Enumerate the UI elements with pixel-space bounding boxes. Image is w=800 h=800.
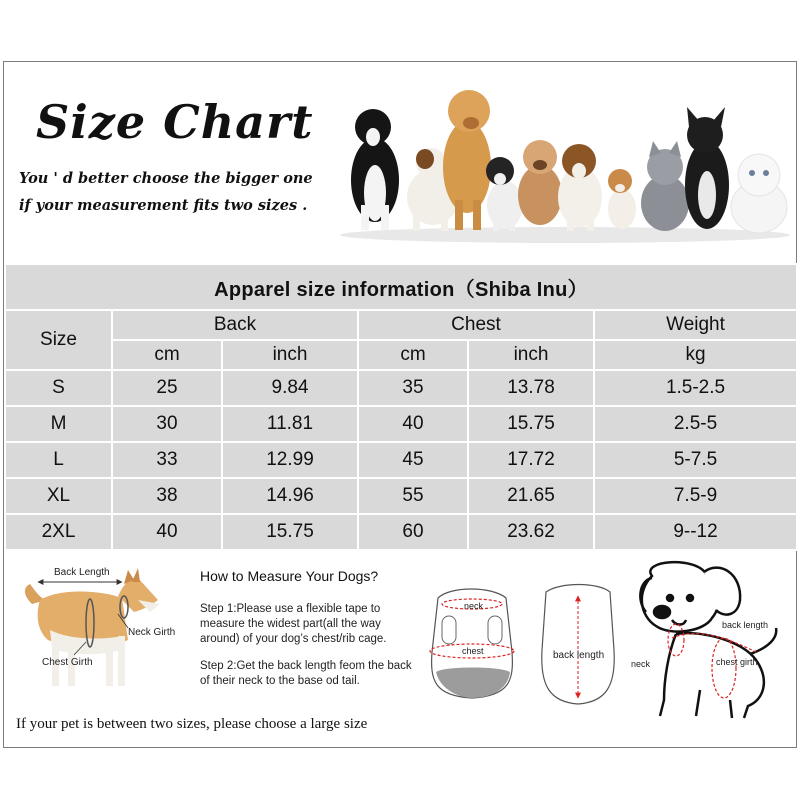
- subtitle-line-2: if your measurement fits two sizes .: [19, 197, 308, 214]
- table-cell: 35: [358, 370, 468, 406]
- table-cell: 38: [112, 478, 222, 514]
- table-cell: 14.96: [222, 478, 358, 514]
- footer-note: If your pet is between two sizes, please choose a large size: [16, 716, 368, 732]
- table-cell: XL: [5, 478, 112, 514]
- table-cell: 9.84: [222, 370, 358, 406]
- garment-neck-label: neck: [464, 601, 484, 611]
- table-cell: 2XL: [5, 514, 112, 550]
- table-cell: 45: [358, 442, 468, 478]
- puppy-neck-label: neck: [631, 659, 651, 669]
- measure-heading: How to Measure Your Dogs?: [200, 568, 379, 584]
- table-cell: 9--12: [594, 514, 797, 550]
- table-cell: 5-7.5: [594, 442, 797, 478]
- table-cell: 33: [112, 442, 222, 478]
- unit-header: cm: [358, 340, 468, 370]
- page-title: Size Chart: [36, 95, 314, 149]
- back-group-header: Back: [112, 310, 358, 340]
- weight-group-header: Weight: [594, 310, 797, 340]
- table-cell: 15.75: [222, 514, 358, 550]
- table-cell: 11.81: [222, 406, 358, 442]
- table-cell: 7.5-9: [594, 478, 797, 514]
- table-cell: 13.78: [468, 370, 594, 406]
- table-cell: 21.65: [468, 478, 594, 514]
- puppy-back-length-label: back length: [722, 620, 769, 630]
- table-cell: 60: [358, 514, 468, 550]
- table-cell: 15.75: [468, 406, 594, 442]
- garment-back-diagram: [542, 585, 614, 705]
- table-cell: 55: [358, 478, 468, 514]
- back-length-label: Back Length: [54, 567, 110, 578]
- unit-header: kg: [594, 340, 797, 370]
- size-column-header: Size: [5, 310, 112, 370]
- chest-group-header: Chest: [358, 310, 594, 340]
- table-cell: 23.62: [468, 514, 594, 550]
- puppy-measure-diagram: [640, 562, 776, 718]
- garment-chest-label: chest: [462, 646, 484, 656]
- measure-step-1: Step 1:Please use a flexible tape to measure the widest part(all the way around) of your dog’s chest/rib cage.: [200, 603, 387, 645]
- table-cell: S: [5, 370, 112, 406]
- table-cell: 2.5-5: [594, 406, 797, 442]
- table-cell: 40: [112, 514, 222, 550]
- measure-step-2: Step 2:Get the back length feom the back of their neck to the base od tail.: [200, 660, 412, 687]
- table-cell: 25: [112, 370, 222, 406]
- puppy-chest-girth-label: chest girth: [716, 657, 758, 667]
- table-cell: M: [5, 406, 112, 442]
- table-cell: L: [5, 442, 112, 478]
- table-cell: 1.5-2.5: [594, 370, 797, 406]
- table-cell: 12.99: [222, 442, 358, 478]
- unit-header: inch: [468, 340, 594, 370]
- chest-girth-label: Chest Girth: [42, 657, 93, 668]
- table-cell: 40: [358, 406, 468, 442]
- garment-back-length-label: back length: [553, 650, 605, 661]
- unit-header: inch: [222, 340, 358, 370]
- table-caption: Apparel size information（Shiba Inu）: [5, 264, 797, 310]
- table-cell: 17.72: [468, 442, 594, 478]
- unit-header: cm: [112, 340, 222, 370]
- neck-girth-label: Neck Girth: [128, 627, 176, 638]
- table-cell: 30: [112, 406, 222, 442]
- subtitle-line-1: You ' d better choose the bigger one: [19, 170, 313, 187]
